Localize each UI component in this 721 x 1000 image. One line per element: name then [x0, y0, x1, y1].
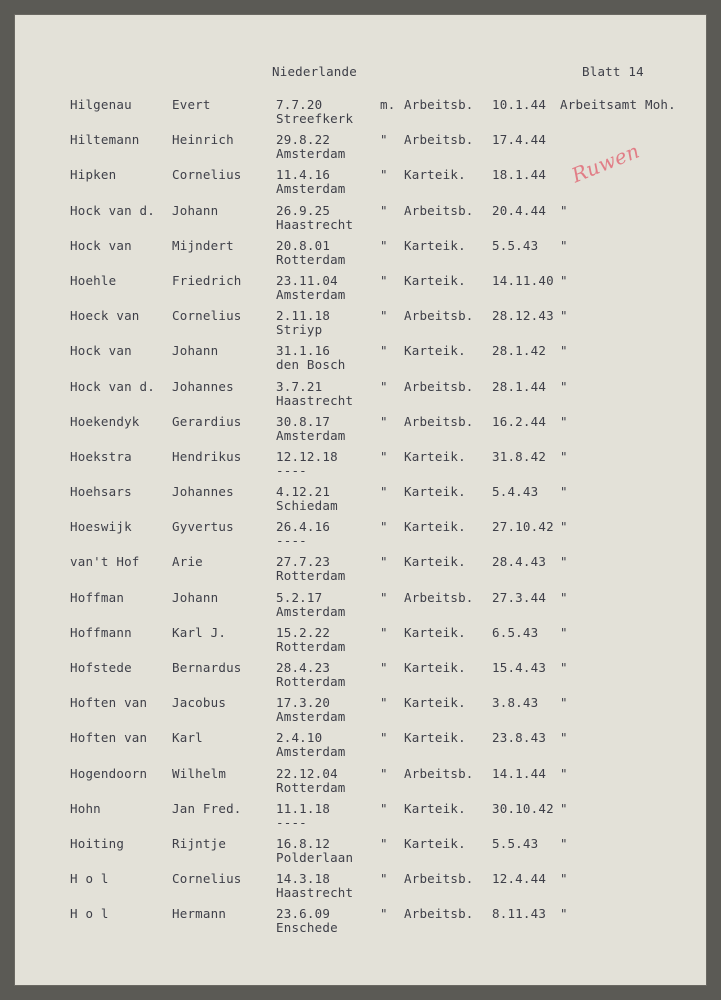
labor-office: ": [560, 660, 568, 675]
birth-date: 29.8.22: [276, 132, 331, 148]
record-date: 6.5.43: [492, 624, 539, 640]
birth-place: Amsterdam: [276, 146, 346, 162]
birth-info: [276, 133, 346, 161]
sex-mark: ": [380, 132, 388, 148]
birth-info: [276, 239, 346, 267]
birth-info: [276, 168, 346, 196]
birth-info: [276, 591, 346, 619]
birth-info: [276, 344, 346, 372]
surname: Hock van: [70, 343, 132, 359]
surname: Hohn: [70, 800, 101, 816]
sheet-number: Blatt 14: [582, 64, 644, 79]
register-row: [14, 274, 707, 309]
given-name: Jan Fred.: [172, 800, 242, 816]
surname: Hogendoorn: [70, 765, 148, 781]
surname: Hipken: [70, 167, 117, 183]
birth-place: Haastrecht: [276, 216, 354, 232]
register-row: [14, 872, 707, 907]
sex-mark: ": [380, 835, 388, 851]
record-source: Arbeitsb.: [404, 413, 474, 429]
labor-office: ": [560, 237, 568, 253]
given-name: Rijntje: [172, 835, 227, 851]
sex-mark: ": [380, 448, 388, 464]
birth-date: 7.7.20: [276, 97, 323, 112]
birth-place: ----: [276, 533, 307, 549]
record-date: 16.2.44: [492, 413, 547, 429]
birth-date: 5.2.17: [276, 589, 323, 605]
birth-date: 28.4.23: [276, 660, 331, 675]
birth-info: [276, 415, 346, 443]
labor-office: ": [560, 272, 568, 288]
register-row: [14, 344, 707, 379]
sex-mark: ": [380, 378, 388, 394]
surname: Hiltemann: [70, 132, 140, 148]
surname: Hock van: [70, 237, 132, 253]
given-name: Johann: [172, 589, 219, 605]
birth-date: 2.4.10: [276, 730, 323, 746]
register-row: [14, 520, 707, 555]
surname: Hoekendyk: [70, 413, 140, 429]
birth-info: [276, 731, 346, 759]
surname: Hoeck van: [70, 308, 140, 324]
surname: Hofstede: [70, 660, 132, 675]
surname: Hoffmann: [70, 624, 132, 640]
labor-office: ": [560, 730, 568, 746]
record-date: 5.5.43: [492, 835, 539, 851]
record-source: Karteik.: [404, 695, 466, 711]
register-row: [14, 626, 707, 661]
record-source: Arbeitsb.: [404, 308, 474, 324]
sex-mark: ": [380, 167, 388, 183]
register-row: [14, 907, 707, 942]
birth-info: [276, 907, 338, 935]
labor-office: ": [560, 202, 568, 218]
labor-office: ": [560, 554, 568, 570]
birth-place: Amsterdam: [276, 744, 346, 760]
birth-date: 17.3.20: [276, 695, 331, 711]
labor-office: ": [560, 343, 568, 359]
record-source: Karteik.: [404, 272, 466, 288]
register-row: [14, 239, 707, 274]
birth-place: Amsterdam: [276, 709, 346, 725]
birth-date: 23.6.09: [276, 906, 331, 922]
given-name: Johann: [172, 343, 219, 359]
sex-mark: ": [380, 906, 388, 922]
birth-date: 26.4.16: [276, 519, 331, 535]
record-source: Arbeitsb.: [404, 378, 474, 394]
birth-info: [276, 204, 353, 232]
birth-place: Amsterdam: [276, 603, 346, 619]
birth-place: Polderlaan: [276, 849, 354, 865]
register-row: [14, 204, 707, 239]
birth-info: [276, 485, 338, 513]
given-name: Hendrikus: [172, 448, 242, 464]
birth-date: 11.1.18: [276, 800, 331, 816]
labor-office: ": [560, 765, 568, 781]
surname: Hoeswijk: [70, 519, 132, 535]
record-date: 28.1.44: [492, 378, 547, 394]
record-source: Karteik.: [404, 237, 466, 253]
birth-info: [276, 767, 346, 795]
birth-place: den Bosch: [276, 357, 346, 373]
register-row: [14, 767, 707, 802]
sex-mark: ": [380, 765, 388, 781]
register-row: [14, 133, 707, 168]
record-source: Karteik.: [404, 343, 466, 359]
register-row: [14, 450, 707, 485]
record-date: 27.3.44: [492, 589, 547, 605]
record-date: 14.11.40: [492, 272, 554, 288]
birth-info: [276, 450, 338, 478]
birth-date: 30.8.17: [276, 413, 331, 429]
birth-place: Enschede: [276, 920, 338, 936]
surname: H o l: [70, 906, 109, 922]
register-row: [14, 485, 707, 520]
given-name: Jacobus: [172, 695, 227, 711]
record-source: Karteik.: [404, 660, 466, 675]
birth-date: 16.8.12: [276, 835, 331, 851]
record-source: Karteik.: [404, 167, 466, 183]
birth-date: 27.7.23: [276, 554, 331, 570]
birth-info: [276, 626, 346, 654]
surname: Hoften van: [70, 695, 148, 711]
register-row: [14, 309, 707, 344]
birth-place: Rotterdam: [276, 251, 346, 267]
record-date: 15.4.43: [492, 660, 547, 675]
birth-date: 23.11.04: [276, 272, 338, 288]
record-date: 20.4.44: [492, 202, 547, 218]
surname: Hoiting: [70, 835, 125, 851]
record-date: 17.4.44: [492, 132, 547, 148]
register-row: [14, 98, 707, 133]
record-date: 10.1.44: [492, 97, 547, 112]
birth-place: Striyp: [276, 322, 323, 338]
given-name: Hermann: [172, 906, 227, 922]
birth-place: Rotterdam: [276, 638, 346, 654]
birth-date: 14.3.18: [276, 871, 331, 887]
record-source: Karteik.: [404, 835, 466, 851]
birth-date: 20.8.01: [276, 237, 331, 253]
record-source: Arbeitsb.: [404, 765, 474, 781]
birth-place: Amsterdam: [276, 427, 346, 443]
sex-mark: ": [380, 272, 388, 288]
labor-office: ": [560, 835, 568, 851]
sex-mark: ": [380, 343, 388, 359]
given-name: Gerardius: [172, 413, 242, 429]
birth-place: Rotterdam: [276, 779, 346, 795]
surname: Hoften van: [70, 730, 148, 746]
birth-date: 26.9.25: [276, 202, 331, 218]
record-date: 28.4.43: [492, 554, 547, 570]
surname: Hoekstra: [70, 448, 132, 464]
birth-info: [276, 98, 353, 126]
surname: H o l: [70, 871, 109, 887]
register-list: [14, 98, 707, 943]
sex-mark: m.: [380, 97, 396, 112]
register-row: [14, 380, 707, 415]
record-source: Arbeitsb.: [404, 871, 474, 887]
record-date: 8.11.43: [492, 906, 547, 922]
birth-place: Haastrecht: [276, 392, 354, 408]
record-source: Arbeitsb.: [404, 202, 474, 218]
given-name: Wilhelm: [172, 765, 227, 781]
record-date: 14.1.44: [492, 765, 547, 781]
surname: Hock van d.: [70, 378, 155, 394]
birth-place: Rotterdam: [276, 674, 346, 689]
record-source: Karteik.: [404, 554, 466, 570]
given-name: Johann: [172, 202, 219, 218]
sex-mark: ": [380, 695, 388, 711]
birth-place: Schiedam: [276, 498, 338, 514]
record-date: 18.1.44: [492, 167, 547, 183]
given-name: Johannes: [172, 484, 234, 500]
sex-mark: ": [380, 308, 388, 324]
record-date: 23.8.43: [492, 730, 547, 746]
register-row: [14, 802, 707, 837]
sex-mark: ": [380, 519, 388, 535]
birth-date: 22.12.04: [276, 765, 338, 781]
birth-date: 4.12.21: [276, 484, 331, 500]
labor-office: ": [560, 308, 568, 324]
record-source: Karteik.: [404, 448, 466, 464]
labor-office: ": [560, 413, 568, 429]
labor-office: ": [560, 519, 568, 535]
birth-place: Rotterdam: [276, 568, 346, 584]
birth-info: [276, 555, 346, 583]
given-name: Evert: [172, 97, 211, 112]
labor-office: ": [560, 484, 568, 500]
birth-place: Amsterdam: [276, 286, 346, 302]
birth-info: [276, 380, 353, 408]
birth-place: ----: [276, 462, 307, 478]
sex-mark: ": [380, 202, 388, 218]
birth-date: 2.11.18: [276, 308, 331, 324]
birth-info: [276, 872, 353, 900]
record-date: 12.4.44: [492, 871, 547, 887]
birth-place: Streefkerk: [276, 111, 354, 126]
given-name: Cornelius: [172, 308, 242, 324]
surname: Hock van d.: [70, 202, 155, 218]
given-name: Gyvertus: [172, 519, 234, 535]
sex-mark: ": [380, 624, 388, 640]
birth-info: [276, 309, 330, 337]
labor-office: ": [560, 871, 568, 887]
register-row: [14, 415, 707, 450]
record-source: Karteik.: [404, 519, 466, 535]
surname: Hoehle: [70, 272, 117, 288]
birth-place: Haastrecht: [276, 885, 354, 901]
surname: van't Hof: [70, 554, 140, 570]
sex-mark: ": [380, 589, 388, 605]
register-row: [14, 555, 707, 590]
given-name: Heinrich: [172, 132, 234, 148]
record-date: 28.1.42: [492, 343, 547, 359]
given-name: Friedrich: [172, 272, 242, 288]
register-row: [14, 591, 707, 626]
surname: Hoehsars: [70, 484, 132, 500]
register-row: [14, 731, 707, 766]
document-page: [14, 14, 707, 986]
given-name: Cornelius: [172, 167, 242, 183]
record-source: Karteik.: [404, 730, 466, 746]
record-source: Arbeitsb.: [404, 97, 474, 112]
record-source: Arbeitsb.: [404, 132, 474, 148]
labor-office: Arbeitsamt Moh.: [560, 97, 676, 112]
sex-mark: ": [380, 413, 388, 429]
birth-date: 11.4.16: [276, 167, 331, 183]
birth-info: [276, 802, 330, 830]
sex-mark: ": [380, 237, 388, 253]
birth-info: [276, 696, 346, 724]
birth-date: 31.1.16: [276, 343, 331, 359]
record-date: 3.8.43: [492, 695, 539, 711]
given-name: Cornelius: [172, 871, 242, 887]
sex-mark: ": [380, 871, 388, 887]
birth-place: Amsterdam: [276, 181, 346, 197]
given-name: Johannes: [172, 378, 234, 394]
given-name: Karl J.: [172, 624, 227, 640]
birth-info: [276, 837, 353, 865]
sex-mark: ": [380, 660, 388, 675]
record-source: Karteik.: [404, 484, 466, 500]
birth-info: [276, 274, 346, 302]
record-date: 5.5.43: [492, 237, 539, 253]
record-source: Arbeitsb.: [404, 589, 474, 605]
red-handwritten-stamp: Ruwen: [568, 138, 643, 188]
register-row: [14, 661, 707, 696]
record-date: 31.8.42: [492, 448, 547, 464]
birth-date: 15.2.22: [276, 624, 331, 640]
sex-mark: ": [380, 554, 388, 570]
birth-date: 12.12.18: [276, 448, 338, 464]
record-date: 5.4.43: [492, 484, 539, 500]
given-name: Karl: [172, 730, 203, 746]
labor-office: ": [560, 589, 568, 605]
labor-office: ": [560, 695, 568, 711]
sex-mark: ": [380, 800, 388, 816]
register-row: [14, 837, 707, 872]
surname: Hilgenau: [70, 97, 132, 112]
record-source: Karteik.: [404, 624, 466, 640]
record-source: Karteik.: [404, 800, 466, 816]
labor-office: ": [560, 378, 568, 394]
sex-mark: ": [380, 730, 388, 746]
record-source: Arbeitsb.: [404, 906, 474, 922]
sex-mark: ": [380, 484, 388, 500]
given-name: Arie: [172, 554, 203, 570]
register-row: [14, 696, 707, 731]
birth-place: ----: [276, 814, 307, 830]
labor-office: ": [560, 800, 568, 816]
record-date: 27.10.42: [492, 519, 554, 535]
register-row: [14, 168, 707, 203]
given-name: Mijndert: [172, 237, 234, 253]
record-date: 28.12.43: [492, 308, 554, 324]
labor-office: ": [560, 624, 568, 640]
labor-office: ": [560, 448, 568, 464]
birth-info: [276, 661, 346, 689]
country-heading: Niederlande: [272, 64, 357, 79]
labor-office: ": [560, 906, 568, 922]
record-date: 30.10.42: [492, 800, 554, 816]
surname: Hoffman: [70, 589, 125, 605]
given-name: Bernardus: [172, 660, 242, 675]
birth-info: [276, 520, 330, 548]
birth-date: 3.7.21: [276, 378, 323, 394]
